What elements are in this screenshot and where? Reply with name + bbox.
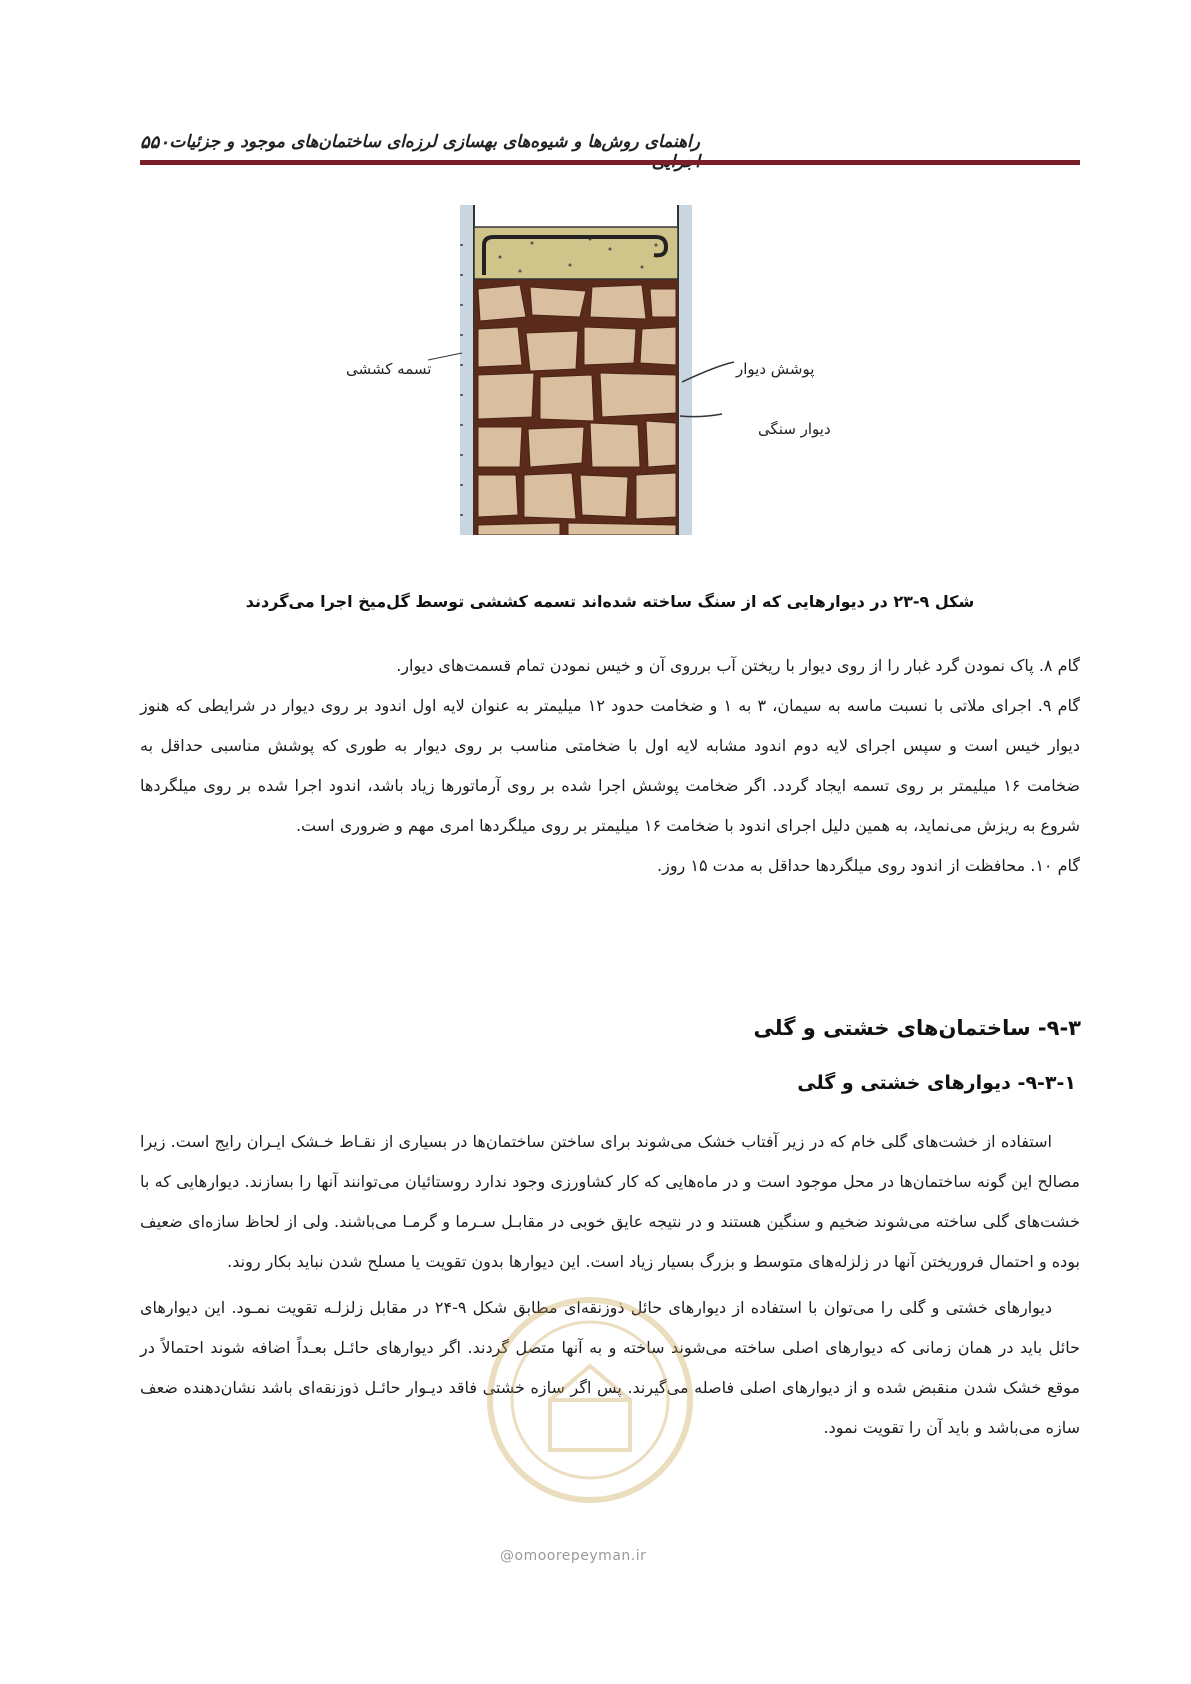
stone-wall-illustration	[460, 205, 700, 535]
header-title: راهنمای روش‌ها و شیوه‌های بهسازی لرزه‌ای ساختمان‌های موجود و جزئیات	[169, 132, 700, 152]
step-10: گام ۱۰. محافظت از اندود روی میلگردها حداقل به مدت ۱۵ روز.	[657, 856, 1080, 875]
figure-caption: شکل ۹-۲۳ در دیوارهایی که از سنگ ساخته شده‌اند تسمه کششی توسط گل‌میخ اجرا می‌گردند	[245, 592, 975, 611]
label-tension-strap: تسمه کششی	[346, 360, 432, 378]
wall-cover-right	[678, 205, 692, 535]
label-stone-wall: دیوار سنگی	[758, 420, 831, 438]
watermark-url: @omoorepeyman.ir	[500, 1548, 647, 1564]
step-9: گام ۹. اجرای ملاتی با نسبت ماسه به سیمان، ۳ به ۱ و ضخامت حدود ۱۲ میلیمتر به عنوان لایه اول اندود بر روی دیوار در شرایطی که هنوز دیوار خیس است و سپس اجرای لایه دوم اندود مشابه لایه اول با ضخامتی مناسب بر روی دیوار به طوری که پوشش مناسبی حداقل به ضخامت ۱۶ میلیمتر بر روی تسمه ایجاد گردد. اگر ضخامت پوشش اجرا شده بر روی آرماتورها زیاد باشد، اندود اجرا شده بر روی میلگردها شروع به ریزش می‌نماید، به همین دلیل اجرای اندود با ضخامت ۱۶ میلیمتر بر روی میلگردها امری مهم و ضروری است.	[140, 696, 1081, 835]
section-paragraph-2: دیوارهای خشتی و گلی را می‌توان با استفاده از دیوارهای حائل ذوزنقه‌ای مطابق شکل ۹-۲۴ در مقابل زلزلـه تقویت نمـود. این دیوارهای حائل باید در همان زمانی که دیوارهای اصلی ساخته می‌شوند ساخته و به آنها متصل گردند. اگر دیوارهای حائـل بعـداً اضافه شوند احتمالاً در موقع خشک شدن منقبض شده و از دیوارهای اصلی فاصله می‌گیرند. پس اگر سازه خشتی فاقد دیـوار حائـل ذوزنقه‌ای باشد نشان‌دهنده ضعف سازه می‌باشد و باید آن را تقویت نمود.	[140, 1298, 1080, 1437]
step-8: گام ۸. پاک نمودن گرد غبار را از روی دیوار با ریختن آب برروی آن و خیس نمودن تمام قسمت‌های دیوار.	[396, 656, 1080, 675]
page-number: ۵۵۰	[140, 132, 170, 153]
section-heading: ۹-۳- ساختمان‌های خشتی و گلی	[753, 1016, 1081, 1040]
header-rule	[140, 160, 1080, 165]
watermark-seal	[480, 1290, 700, 1510]
label-wall-cover: پوشش دیوار	[736, 360, 815, 378]
concrete-beam	[474, 227, 678, 279]
figure-stone-wall	[460, 205, 700, 575]
steps-block	[140, 646, 1080, 886]
section-paragraph-1: استفاده از خشت‌های گلی خام که در زیر آفتاب خشک می‌شوند برای ساختن ساختمان‌ها در بسیاری از نقـاط خـشک ایـران رایج است. زیرا مصالح این گونه ساختمان‌ها در محل موجود است و در ماه‌هایی که کار کشاورزی وجود ندارد روستائیان می‌توانند آنها را بسازند. دیوارهایی که با خشت‌های گلی ساخته می‌شوند ضخیم و سنگین هستند و در نتیجه عایق خوبی در مقابـل سـرما و گرمـا می‌باشند. ولی از لحاظ سازه‌ای ضعیف بوده و احتمال فروریختن آنها در زلزله‌های متوسط و بزرگ بسیار زیاد است. این دیوارها بدون تقویت یا مسلح شدن نباید بکار روند.	[140, 1132, 1080, 1271]
section-subheading: ۹-۳-۱- دیوارهای خشتی و گلی	[797, 1072, 1076, 1094]
